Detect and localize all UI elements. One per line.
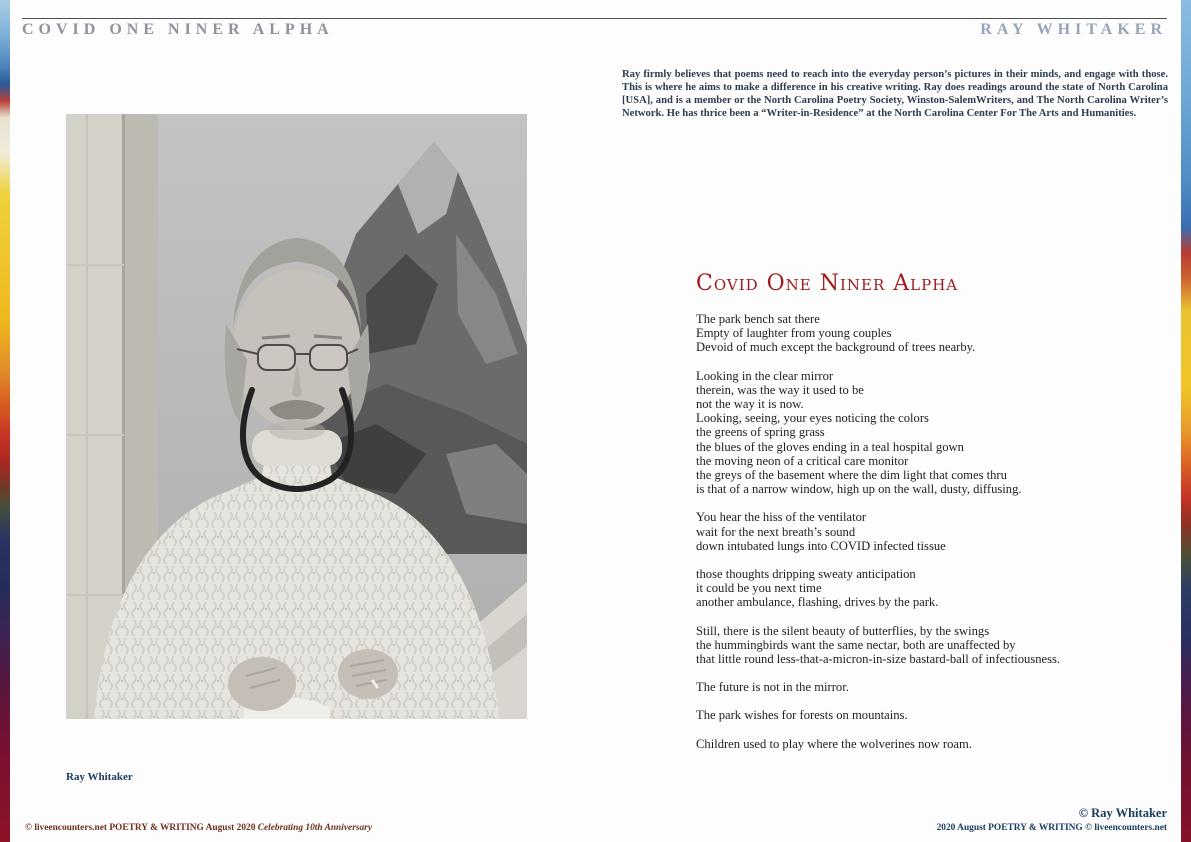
poem-line: Empty of laughter from young couples	[696, 326, 892, 341]
portrait-illustration	[66, 114, 527, 719]
poem-stanza	[696, 567, 1171, 610]
footer-copyright-left	[25, 823, 372, 833]
poem-line: Devoid of much except the background of trees nearby.	[696, 340, 976, 355]
poem-stanza	[696, 369, 1171, 497]
footer-left-text: © liveencounters.net POETRY & WRITING August 2020	[25, 823, 258, 833]
author-bio: Ray firmly believes that poems need to reach into the everyday person’s pictures in their minds, and engage with those. This is where he aims to make a difference in his creative writing. Ray does readings around the state of North Carolina [USA], and is a member or the North Carolina Poetry Society, Winston-SalemWriters, and The North Carolina Writer’s Network. He has thrice been a “Writer-in-Residence” at the North Carolina Center For The Arts and Humanities.	[622, 69, 1168, 119]
footer-left-anniversary: Celebrating 10th Anniversary	[257, 823, 372, 833]
left-artwork-strip	[0, 0, 10, 842]
footer-issue-credit: 2020 August POETRY & WRITING © liveencounters.net	[936, 823, 1167, 833]
photo-caption: Ray Whitaker	[66, 771, 133, 783]
running-head-poem-title: COVID ONE NINER ALPHA	[22, 21, 334, 38]
poem-line: Looking in the clear mirror	[696, 368, 834, 383]
poem-line: another ambulance, flashing, drives by the park.	[696, 595, 939, 610]
poem-stanza	[696, 680, 1171, 694]
poem-stanza	[696, 737, 1171, 751]
poem-line: those thoughts dripping sweaty anticipation	[696, 567, 916, 582]
running-head-author: RAY WHITAKER	[980, 21, 1167, 38]
poem-line: the greys of the basement where the dim light that comes thru	[696, 468, 1007, 483]
poem-stanza	[696, 312, 1171, 355]
footer-copyright-right	[937, 806, 1167, 833]
footer-author-credit: © Ray Whitaker	[1078, 806, 1167, 820]
poem	[696, 271, 1171, 765]
right-artwork-strip	[1181, 0, 1191, 842]
poem-stanza	[696, 510, 1171, 553]
poem-line: The park bench sat there	[696, 312, 820, 326]
poem-stanzas	[696, 312, 1171, 751]
poem-line: Children used to play where the wolverines now roam.	[696, 736, 972, 751]
poem-line: not the way it is now.	[696, 397, 804, 412]
poem-line: therein, was the way it used to be	[696, 382, 864, 397]
poem-line: is that of a narrow window, high up on the wall, dusty, diffusing.	[696, 482, 1022, 497]
poem-line: the hummingbirds want the same nectar, both are unaffected by	[696, 637, 1016, 652]
poem-stanza	[696, 708, 1171, 722]
poem-line: The future is not in the mirror.	[696, 680, 849, 695]
poem-line: that little round less-that-a-micron-in-size bastard-ball of infectiousness.	[696, 652, 1061, 667]
poem-line: Still, there is the silent beauty of butterflies, by the swings	[696, 623, 990, 638]
poem-line: wait for the next breath’s sound	[696, 524, 856, 539]
poem-line: it could be you next time	[696, 581, 822, 596]
poem-stanza	[696, 624, 1171, 667]
poem-line: Looking, seeing, your eyes noticing the colors	[696, 411, 929, 426]
poem-line: The park wishes for forests on mountains.	[696, 708, 908, 723]
poem-line: You hear the hiss of the ventilator	[696, 510, 867, 525]
poem-line: down intubated lungs into COVID infected tissue	[696, 538, 946, 553]
author-photo	[66, 114, 527, 719]
header-rule	[22, 18, 1167, 19]
poem-line: the blues of the gloves ending in a teal hospital gown	[696, 439, 964, 454]
poem-line: the greens of spring grass	[696, 425, 825, 440]
poem-title: Covid One Niner Alpha	[696, 271, 959, 296]
poem-line: the moving neon of a critical care monitor	[696, 453, 909, 468]
